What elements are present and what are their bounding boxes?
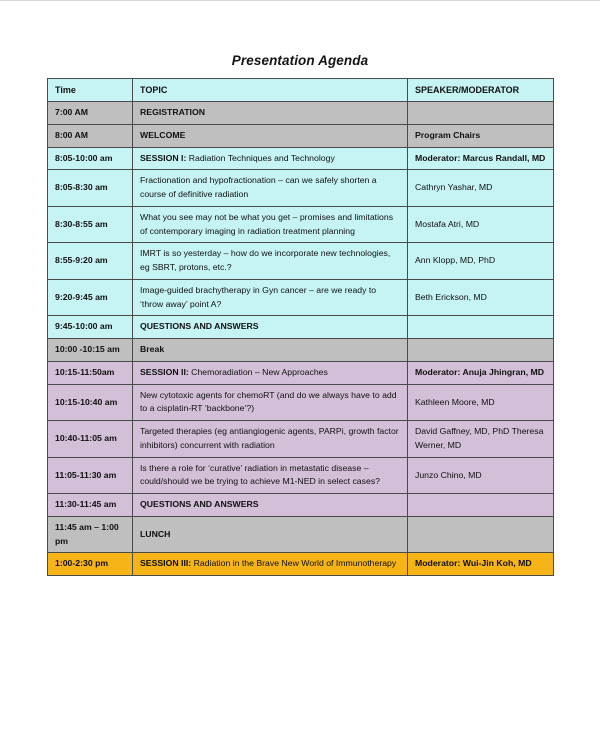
table-row bbox=[48, 384, 554, 421]
cell-speaker: David Gaffney, MD, PhD Theresa Werner, MD bbox=[408, 421, 554, 458]
cell-topic: IMRT is so yesterday – how do we incorporate new technologies, eg SBRT, protons, etc.? bbox=[133, 243, 408, 280]
cell-topic: What you see may not be what you get – promises and limitations of contemporary imaging in radiation treatment planning bbox=[133, 206, 408, 243]
cell-time: 10:40-11:05 am bbox=[48, 421, 133, 458]
cell-time: 8:30-8:55 am bbox=[48, 206, 133, 243]
cell-speaker: Moderator: Wui-Jin Koh, MD bbox=[408, 553, 554, 576]
cell-speaker: Kathleen Moore, MD bbox=[408, 384, 554, 421]
cell-topic: Break bbox=[133, 339, 408, 362]
cell-topic: QUESTIONS AND ANSWERS bbox=[133, 494, 408, 517]
cell-topic: REGISTRATION bbox=[133, 102, 408, 125]
cell-topic bbox=[133, 147, 408, 170]
table-row bbox=[48, 421, 554, 458]
cell-speaker bbox=[408, 494, 554, 517]
cell-topic: New cytotoxic agents for chemoRT (and do we always have to add to a cisplatin-RT ‘backbone’?) bbox=[133, 384, 408, 421]
cell-time: 1:00-2:30 pm bbox=[48, 553, 133, 576]
cell-speaker bbox=[408, 516, 554, 553]
table-row bbox=[48, 170, 554, 207]
column-header-topic: TOPIC bbox=[133, 79, 408, 102]
table-row bbox=[48, 206, 554, 243]
session-label: SESSION III: bbox=[140, 558, 192, 569]
cell-speaker bbox=[408, 102, 554, 125]
table-row bbox=[48, 243, 554, 280]
table-row bbox=[48, 339, 554, 362]
cell-speaker: Moderator: Anuja Jhingran, MD bbox=[408, 361, 554, 384]
cell-time: 8:55-9:20 am bbox=[48, 243, 133, 280]
cell-topic: QUESTIONS AND ANSWERS bbox=[133, 316, 408, 339]
table-row bbox=[48, 457, 554, 494]
cell-time: 10:15-11:50am bbox=[48, 361, 133, 384]
cell-topic: Image-guided brachytherapy in Gyn cancer – are we ready to ‘throw away’ point A? bbox=[133, 279, 408, 316]
table-header-row bbox=[48, 79, 554, 102]
table-row bbox=[48, 553, 554, 576]
session-title: Radiation Techniques and Technology bbox=[186, 152, 335, 163]
cell-topic: Targeted therapies (eg antiangiogenic agents, PARPi, growth factor inhibitors) concurrent with radiation bbox=[133, 421, 408, 458]
cell-speaker: Beth Erickson, MD bbox=[408, 279, 554, 316]
cell-time: 7:00 AM bbox=[48, 102, 133, 125]
cell-speaker: Cathryn Yashar, MD bbox=[408, 170, 554, 207]
agenda-table-body bbox=[48, 102, 554, 576]
cell-speaker: Mostafa Atri, MD bbox=[408, 206, 554, 243]
cell-topic: LUNCH bbox=[133, 516, 408, 553]
cell-time: 11:05-11:30 am bbox=[48, 457, 133, 494]
cell-topic: Is there a role for ‘curative’ radiation in metastatic disease – could/should we be trying to achieve M1-NED in select cases? bbox=[133, 457, 408, 494]
cell-time: 8:00 AM bbox=[48, 124, 133, 147]
cell-speaker bbox=[408, 339, 554, 362]
cell-speaker: Junzo Chino, MD bbox=[408, 457, 554, 494]
cell-time: 9:20-9:45 am bbox=[48, 279, 133, 316]
page-title: Presentation Agenda bbox=[231, 53, 369, 68]
table-row bbox=[48, 494, 554, 517]
cell-time: 11:45 am – 1:00 pm bbox=[48, 516, 133, 553]
column-header-speaker: SPEAKER/MODERATOR bbox=[408, 79, 554, 102]
cell-time: 10:15-10:40 am bbox=[48, 384, 133, 421]
table-row bbox=[48, 316, 554, 339]
session-title: Chemoradiation – New Approaches bbox=[188, 366, 328, 377]
table-row bbox=[48, 147, 554, 170]
cell-time: 9:45-10:00 am bbox=[48, 316, 133, 339]
cell-time: 8:05-10:00 am bbox=[48, 147, 133, 170]
cell-topic: WELCOME bbox=[133, 124, 408, 147]
table-row bbox=[48, 102, 554, 125]
cell-speaker: Moderator: Marcus Randall, MD bbox=[408, 147, 554, 170]
column-header-time: Time bbox=[48, 79, 133, 102]
cell-time: 8:05-8:30 am bbox=[48, 170, 133, 207]
session-label: SESSION I: bbox=[140, 152, 187, 163]
cell-speaker: Ann Klopp, MD, PhD bbox=[408, 243, 554, 280]
cell-topic bbox=[133, 553, 408, 576]
cell-time: 11:30-11:45 am bbox=[48, 494, 133, 517]
table-row bbox=[48, 516, 554, 553]
cell-time: 10:00 -10:15 am bbox=[48, 339, 133, 362]
table-row bbox=[48, 361, 554, 384]
cell-speaker bbox=[408, 316, 554, 339]
agenda-table bbox=[47, 78, 554, 576]
cell-topic: Fractionation and hypofractionation – can we safely shorten a course of definitive radiation bbox=[133, 170, 408, 207]
cell-speaker: Program Chairs bbox=[408, 124, 554, 147]
table-row bbox=[48, 124, 554, 147]
table-row bbox=[48, 279, 554, 316]
session-title: Radiation in the Brave New World of Immunotherapy bbox=[191, 558, 397, 569]
session-label: SESSION II: bbox=[140, 366, 189, 377]
cell-topic bbox=[133, 361, 408, 384]
